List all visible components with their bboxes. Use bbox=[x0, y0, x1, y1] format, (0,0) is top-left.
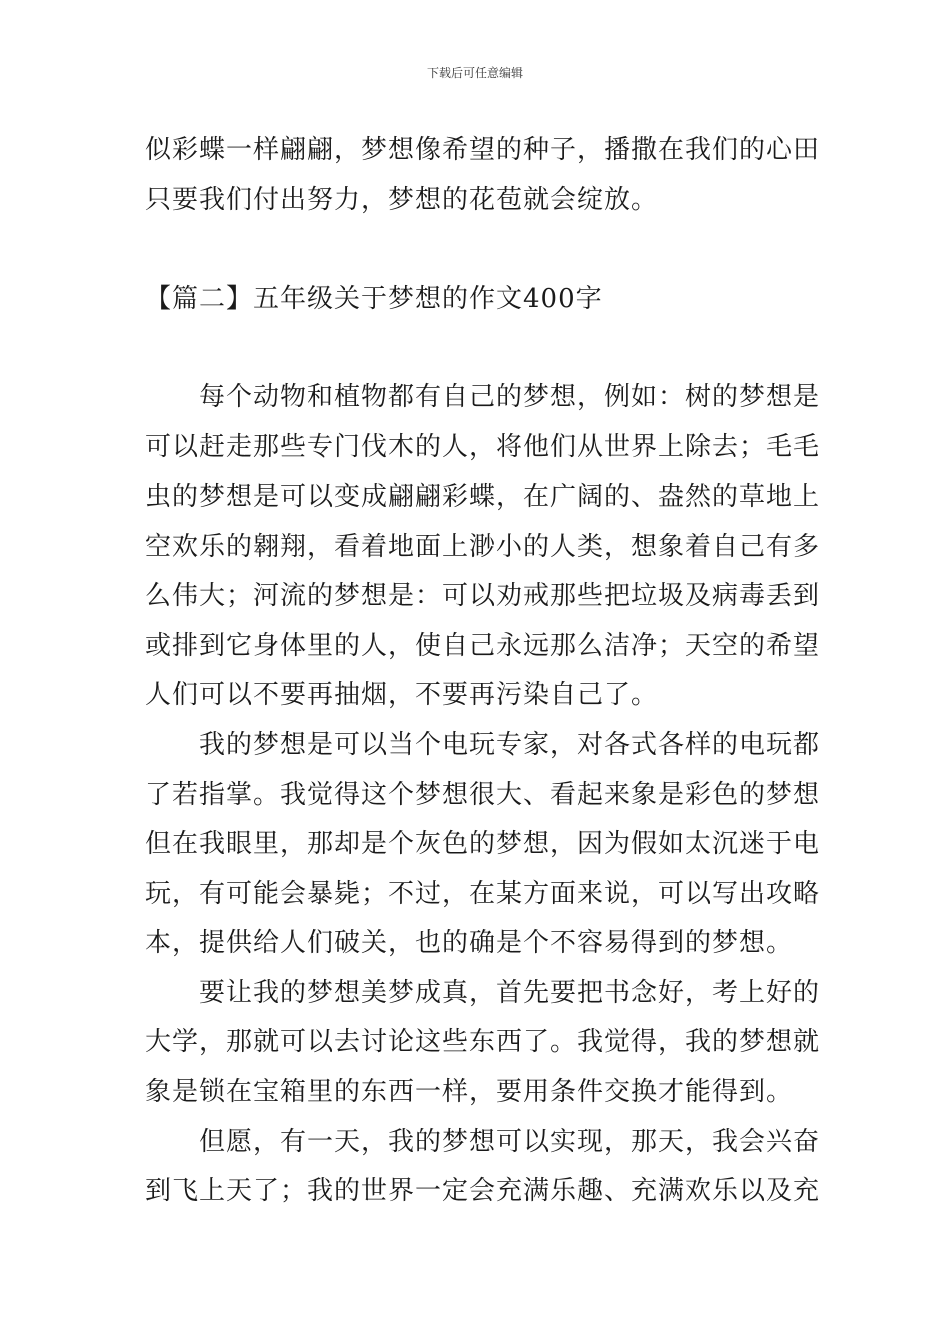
text-line: 么伟大；河流的梦想是：可以劝戒那些把垃圾及病毒丢到 bbox=[145, 581, 821, 611]
text-line: 但在我眼里，那却是个灰色的梦想，因为假如太沉迷于电 bbox=[145, 829, 821, 859]
text-line: 大学，那就可以去讨论这些东西了。我觉得，我的梦想就 bbox=[145, 1027, 821, 1057]
section-heading: 【篇二】五年级关于梦想的作文400字 bbox=[145, 284, 603, 314]
text-line: 到飞上天了；我的世界一定会充满乐趣、充满欢乐以及充 bbox=[145, 1176, 821, 1206]
text-line: 了若指掌。我觉得这个梦想很大、看起来象是彩色的梦想 bbox=[145, 780, 821, 810]
text-line: 本，提供给人们破关，也的确是个不容易得到的梦想。 bbox=[145, 928, 794, 958]
paragraph-first-line: 要让我的梦想美梦成真，首先要把书念好，考上好的 bbox=[199, 978, 821, 1008]
text-line: 或排到它身体里的人，使自己永远那么洁净；天空的希望 bbox=[145, 631, 821, 661]
paragraph-first-line: 每个动物和植物都有自己的梦想，例如：树的梦想是 bbox=[199, 382, 821, 412]
text-line: 只要我们付出努力，梦想的花苞就会绽放。 bbox=[145, 185, 659, 215]
paragraph-first-line: 但愿，有一天，我的梦想可以实现，那天，我会兴奋 bbox=[199, 1127, 821, 1157]
text-line: 玩，有可能会暴毙；不过，在某方面来说，可以写出攻略 bbox=[145, 879, 821, 909]
paragraph-first-line: 我的梦想是可以当个电玩专家，对各式各样的电玩都 bbox=[199, 730, 821, 760]
text-line: 象是锁在宝箱里的东西一样，要用条件交换才能得到。 bbox=[145, 1077, 794, 1107]
text-line: 空欢乐的翱翔，看着地面上渺小的人类，想象着自己有多 bbox=[145, 532, 821, 562]
text-line: 似彩蝶一样翩翩，梦想像希望的种子，播撒在我们的心田 bbox=[145, 135, 821, 165]
text-line: 虫的梦想是可以变成翩翩彩蝶，在广阔的、盎然的草地上 bbox=[145, 482, 821, 512]
page-header: 下载后可任意编辑 bbox=[426, 66, 523, 80]
text-line: 可以赶走那些专门伐木的人，将他们从世界上除去；毛毛 bbox=[145, 432, 821, 462]
text-line: 人们可以不要再抽烟，不要再污染自己了。 bbox=[145, 680, 659, 710]
